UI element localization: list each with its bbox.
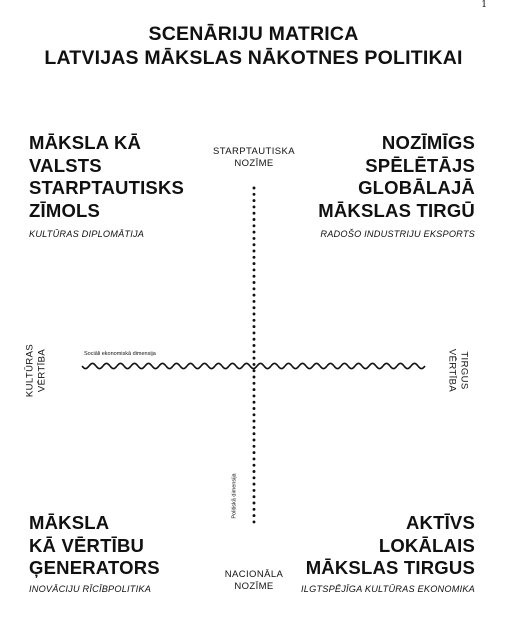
axis-dot bbox=[253, 325, 256, 328]
quadrant-bottom-left-subtitle: INOVĀCIJU RĪCĪBPOLITIKA bbox=[29, 584, 152, 594]
axis-dot bbox=[253, 369, 256, 372]
axis-dot bbox=[253, 520, 256, 523]
quadrant-top-left-subtitle: KULTŪRAS DIPLOMĀTIJA bbox=[29, 229, 145, 239]
page-number: 1 bbox=[481, 0, 487, 10]
axis-left-label bbox=[25, 341, 48, 401]
axis-dot bbox=[253, 281, 256, 284]
axis-dot bbox=[253, 218, 256, 221]
quadrant-title-line: SPĒLĒTĀJS bbox=[365, 154, 475, 176]
quadrant-top-right-title bbox=[318, 132, 475, 222]
axis-dot bbox=[253, 476, 256, 479]
axis-dot bbox=[253, 319, 256, 322]
axis-dot bbox=[253, 205, 256, 208]
axis-dot bbox=[253, 376, 256, 379]
axis-label-line: STARPTAUTISKA bbox=[213, 146, 295, 157]
axis-dot bbox=[253, 407, 256, 410]
axis-dot bbox=[253, 426, 256, 429]
quadrant-bottom-left-title bbox=[29, 512, 160, 580]
horizontal-dimension-label: Sociāli ekonomiskā dimensija bbox=[84, 351, 156, 357]
axis-dot bbox=[253, 287, 256, 290]
quadrant-title-line: ZĪMOLS bbox=[29, 199, 101, 221]
quadrant-title-line: STARPTAUTISKS bbox=[29, 177, 185, 198]
axis-dot bbox=[253, 187, 256, 190]
axis-dot bbox=[253, 250, 256, 253]
axis-dot bbox=[253, 413, 256, 416]
axis-label-line: TIRGUS bbox=[458, 351, 470, 390]
axis-label-line: VĒRTĪBA bbox=[36, 348, 47, 393]
quadrant-bottom-right-subtitle: ILGTSPĒJĪGA KULTŪRAS EKONOMIKA bbox=[301, 584, 475, 594]
axis-dot bbox=[253, 394, 256, 397]
axis-dot bbox=[253, 268, 256, 271]
quadrant-title-line: AKTĪVS bbox=[405, 512, 475, 533]
axis-dot bbox=[253, 502, 256, 505]
axis-dot bbox=[253, 275, 256, 278]
axis-dot bbox=[253, 382, 256, 385]
axis-dot bbox=[253, 439, 256, 442]
axis-label-line: NACIONĀLA bbox=[224, 569, 284, 580]
quadrant-title-line: NOZĪMĪGS bbox=[381, 132, 475, 153]
quadrant-title-line: LOKĀLAIS bbox=[378, 534, 475, 556]
axis-dot bbox=[253, 193, 256, 196]
quadrant-title-line: MĀKSLAS TIRGŪ bbox=[318, 199, 475, 221]
axis-label-line: NOZĪME bbox=[234, 580, 274, 592]
quadrant-top-right-subtitle: RADOŠO INDUSTRIJU EKSPORTS bbox=[320, 229, 475, 239]
axis-dot bbox=[253, 300, 256, 303]
axis-dot bbox=[253, 489, 256, 492]
quadrant-title-line: MĀKSLAS TIRGUS bbox=[305, 557, 475, 578]
axis-dot bbox=[253, 514, 256, 517]
title-line-2: LATVIJAS MĀKSLAS NĀKOTNES POLITIKAI bbox=[44, 47, 463, 69]
quadrant-top-left-title bbox=[29, 132, 184, 222]
axis-dot bbox=[253, 237, 256, 240]
axis-label-line: NOZĪME bbox=[234, 157, 274, 169]
axis-dot bbox=[253, 401, 256, 404]
axis-dot bbox=[253, 483, 256, 486]
axis-dot bbox=[253, 495, 256, 498]
axis-dot bbox=[253, 331, 256, 334]
vertical-dotted-axis bbox=[253, 187, 256, 524]
quadrant-title-line: ĢENERATORS bbox=[29, 557, 160, 578]
axis-dot bbox=[253, 363, 256, 366]
axis-dot bbox=[253, 262, 256, 265]
title-line-1: SCENĀRIJU MATRICA bbox=[148, 23, 359, 45]
axis-label-line: KULTŪRAS bbox=[24, 343, 36, 398]
axis-dot bbox=[253, 420, 256, 423]
axis-right-label bbox=[447, 341, 470, 401]
axis-dot bbox=[253, 445, 256, 448]
axis-dot bbox=[253, 224, 256, 227]
axis-dot bbox=[253, 313, 256, 316]
quadrant-title-line: GLOBĀLAJĀ bbox=[358, 177, 475, 198]
axis-dot bbox=[253, 357, 256, 360]
axis-dot bbox=[253, 256, 256, 259]
axis-dot bbox=[253, 388, 256, 391]
quadrant-title-line: KĀ VĒRTĪBU bbox=[29, 534, 145, 556]
axis-dot bbox=[253, 212, 256, 215]
axis-dot bbox=[253, 199, 256, 202]
axis-dot bbox=[253, 294, 256, 297]
quadrant-title-line: MĀKSLA bbox=[29, 512, 110, 533]
vertical-dimension-label: Politiskā dimensija bbox=[231, 473, 238, 519]
axis-dot bbox=[253, 306, 256, 309]
quadrant-bottom-right-title bbox=[306, 512, 475, 580]
axis-bottom-label bbox=[199, 569, 309, 592]
axis-dot bbox=[253, 451, 256, 454]
axis-dot bbox=[253, 344, 256, 347]
axis-top-label bbox=[199, 146, 309, 169]
axis-dot bbox=[253, 231, 256, 234]
axis-label-line: VĒRTĪBA bbox=[447, 348, 458, 393]
axis-dot bbox=[253, 338, 256, 341]
axis-dot bbox=[253, 243, 256, 246]
axis-dot bbox=[253, 457, 256, 460]
quadrant-title-line: VALSTS bbox=[29, 154, 102, 176]
axis-dot bbox=[253, 464, 256, 467]
axis-dot bbox=[253, 432, 256, 435]
axis-dot bbox=[253, 508, 256, 511]
axis-dot bbox=[253, 350, 256, 353]
axis-dot bbox=[253, 470, 256, 473]
quadrant-title-line: MĀKSLA KĀ bbox=[29, 132, 142, 153]
